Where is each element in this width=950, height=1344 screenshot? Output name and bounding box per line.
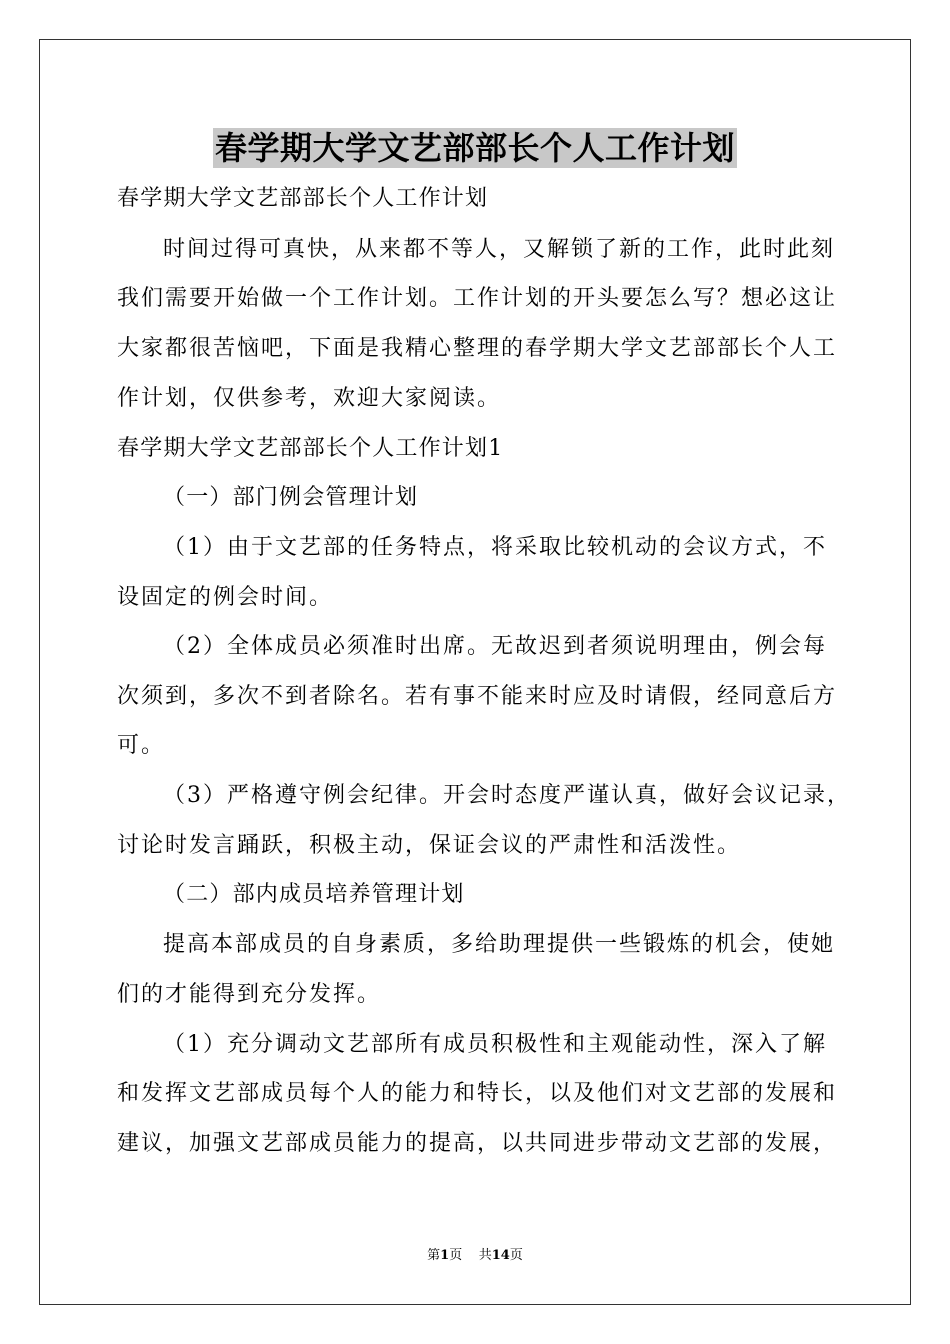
paragraph-line: （3）严格遵守例会纪律。开会时态度严谨认真，做好会议记录， <box>163 783 851 808</box>
subsection-heading: （二）部内成员培养管理计划 <box>163 882 465 907</box>
total-suffix: 页 <box>509 1248 523 1263</box>
paragraph-line: （2）全体成员必须准时出席。无故迟到者须说明理由，例会每 <box>163 634 827 659</box>
page-footer <box>0 1247 950 1265</box>
paragraph-line: （1）由于文艺部的任务特点，将采取比较机动的会议方式，不 <box>163 535 827 560</box>
paragraph-line: 大家都很苦恼吧，下面是我精心整理的春学期大学文艺部部长个人工 <box>117 336 838 361</box>
paragraph-line: 和发挥文艺部成员每个人的能力和特长，以及他们对文艺部的发展和 <box>117 1081 838 1106</box>
subsection-heading: （一）部门例会管理计划 <box>163 485 419 510</box>
paragraph-line: （1）充分调动文艺部所有成员积极性和主观能动性，深入了解 <box>163 1032 827 1057</box>
title-container <box>0 128 950 168</box>
paragraph-line: 设固定的例会时间。 <box>117 585 334 610</box>
paragraph-line: 可。 <box>117 733 166 758</box>
paragraph-line: 我们需要开始做一个工作计划。工作计划的开头要怎么写？想必这让 <box>117 286 838 311</box>
paragraph-line: 们的才能得到充分发挥。 <box>117 982 382 1007</box>
paragraph-line: 作计划，仅供参考，欢迎大家阅读。 <box>117 386 502 411</box>
document-title: 春学期大学文艺部部长个人工作计划 <box>214 129 735 167</box>
paragraph-line: 次须到，多次不到者除名。若有事不能来时应及时请假，经同意后方 <box>117 684 838 709</box>
page-suffix: 页 <box>449 1248 463 1263</box>
page-number: 1 <box>440 1248 450 1263</box>
total-prefix: 共 <box>478 1248 492 1263</box>
section-heading: 春学期大学文艺部部长个人工作计划1 <box>117 436 504 461</box>
subtitle-line: 春学期大学文艺部部长个人工作计划 <box>117 186 489 211</box>
page-border <box>39 39 911 1305</box>
paragraph-line: 建议，加强文艺部成员能力的提高，以共同进步带动文艺部的发展， <box>117 1131 838 1156</box>
paragraph-line: 讨论时发言踊跃，积极主动，保证会议的严肃性和活泼性。 <box>117 833 742 858</box>
page-prefix: 第 <box>427 1248 441 1263</box>
total-pages: 14 <box>491 1248 510 1263</box>
paragraph-line: 提高本部成员的自身素质，多给助理提供一些锻炼的机会，使她 <box>163 932 836 957</box>
paragraph-line: 时间过得可真快，从来都不等人，又解锁了新的工作，此时此刻 <box>163 237 836 262</box>
